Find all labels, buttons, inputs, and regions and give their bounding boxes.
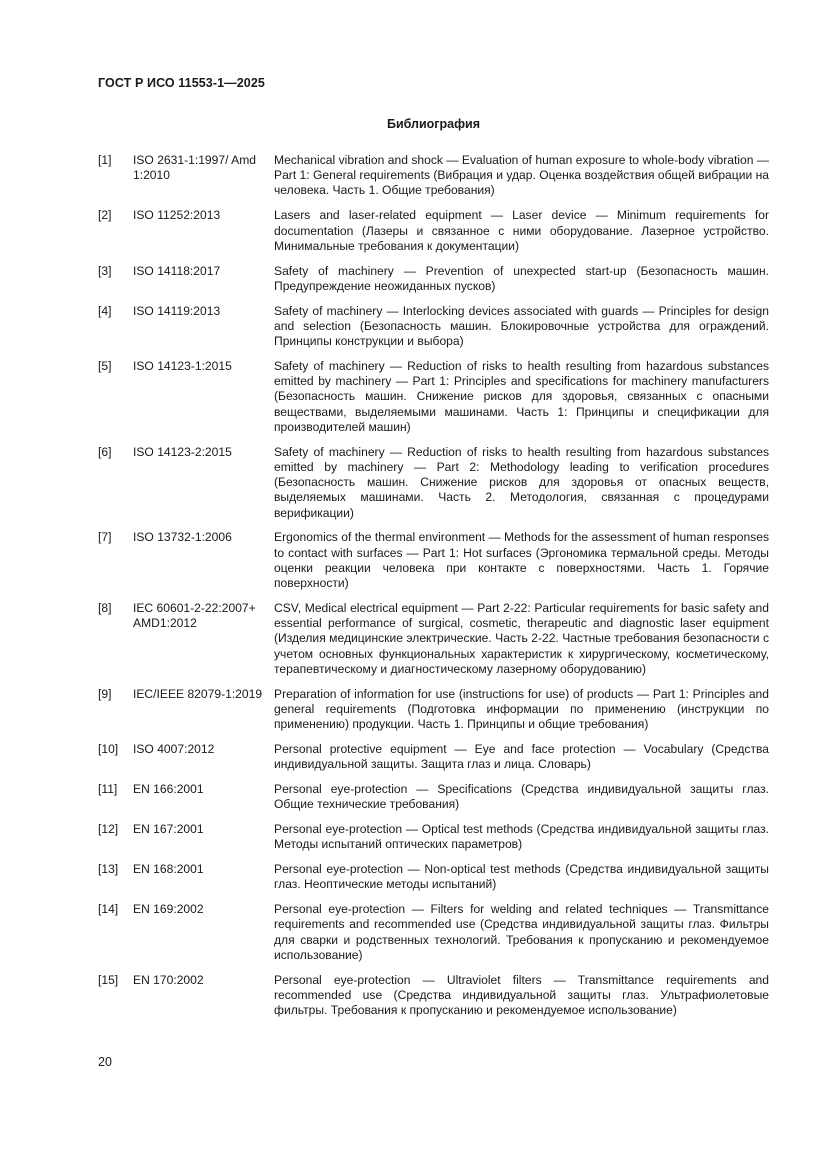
entry-description: Personal protective equipment — Eye and face protection — Vocabulary (Средства индивидуальной защиты. Защита глаз и лица. Словарь) [274, 741, 769, 772]
bibliography-entry [98, 359, 769, 435]
entry-description: Safety of machinery — Interlocking devices associated with guards — Principles for design and selection (Безопасность машин. Блокировочные устройства для ограждений. Принципы конструкции и выбора) [274, 303, 769, 349]
entry-number: [3] [98, 263, 112, 278]
bibliography-entry [98, 822, 769, 852]
entry-reference: EN 168:2001 [133, 862, 204, 877]
section-title: Библиография [386, 117, 481, 131]
bibliography-entry [98, 687, 769, 733]
entry-description: Safety of machinery — Prevention of unexpected start-up (Безопасность машин. Предупреждение неожиданных пусков) [274, 263, 769, 293]
entry-number: [1] [98, 153, 112, 167]
entry-description: Mechanical vibration and shock — Evaluation of human exposure to whole-body vibration — Part 1: General requirements (Вибрация и удар. Оценка воздействия общей вибрации на человека. Часть 1. Общие требования) [274, 153, 769, 198]
entry-description: Personal eye-protection — Filters for welding and related techniques — Transmittance requirements and recommended use (Средства индивидуальной защиты глаз. Фильтры для сварки и родственных технологий. Требования к пропусканию и рекомендуемое использование) [274, 902, 769, 962]
entry-reference: ISO 4007:2012 [133, 741, 215, 756]
entry-description: CSV, Medical electrical equipment — Part 2-22: Particular requirements for basic safety and essential performance of surgical, cosmetic, therapeutic and diagnostic laser equipment (Изделия медицинские электрические. Часть 2-22. Частные требования безопасности с учетом основных функциональных характеристик к хирургическому, косметическому, терапевтическому и диагностическому лазерному оборудованию) [274, 600, 769, 676]
entry-description: Preparation of information for use (instructions for use) of products — Part 1: Principles and general requirements (Подготовка информации по применению (инструкции по применению) продукции. Часть 1. Принципы и общие требования) [274, 686, 769, 731]
entry-reference: IEC/IEEE 82079-1:2019 [133, 686, 263, 701]
entry-reference: ISO 2631-1:1997/ Amd 1:2010 [133, 153, 257, 183]
entry-reference: EN 166:2001 [133, 781, 204, 796]
entry-number: [4] [98, 303, 112, 318]
bibliography-list [98, 153, 769, 1028]
bibliography-entry [98, 862, 769, 892]
entry-description: Personal eye-protection — Ultraviolet filters — Transmittance requirements and recommended use (Средства индивидуальной защиты глаз. Ультрафиолетовые фильтры. Требования к пропусканию и рекомендуемое использование) [274, 972, 769, 1018]
entry-number: [13] [98, 862, 119, 877]
bibliography-entry [98, 902, 769, 963]
entry-reference: ISO 14118:2017 [133, 263, 221, 278]
entry-reference: EN 167:2001 [133, 822, 204, 837]
entry-number: [2] [98, 208, 112, 223]
entry-number: [15] [98, 972, 119, 987]
entry-description: Personal eye-protection — Optical test methods (Средства индивидуальной защиты глаз. Методы испытаний оптических параметров) [274, 822, 769, 852]
entry-number: [11] [98, 781, 118, 796]
bibliography-entry [98, 973, 769, 1019]
entry-description: Safety of machinery — Reduction of risks to health resulting from hazardous substances emitted by machinery — Part 1: Principles and specifications for machinery manufacturers (Безопасность машин. Снижение рисков для здоровья, связанных с опасными веществами, выделяемыми машинами. Часть 1: Принципы и спецификации для производителей машин) [274, 358, 769, 434]
entry-number: [8] [98, 600, 112, 615]
entry-description: Safety of machinery — Reduction of risks to health resulting from hazardous substances emitted by machinery — Part 2: Methodology leading to verification procedures (Безопасность машин. Снижение рисков для здоровья от опасных веществ, выделяемых машинами. Часть 2. Методология, связанная с процедурами верификации) [274, 444, 769, 520]
entry-description: Ergonomics of the thermal environment — Methods for the assessment of human responses to contact with surfaces — Part 1: Hot surfaces (Эргономика термальной среды. Методы оценки реакции человека при контакте с поверхностями. Часть 1. Горячие поверхности) [274, 530, 769, 590]
bibliography-entry [98, 742, 769, 772]
document-header: ГОСТ Р ИСО 11553-1—2025 [98, 76, 265, 90]
bibliography-entry [98, 264, 769, 294]
entry-number: [12] [98, 822, 119, 837]
bibliography-entry [98, 601, 769, 677]
bibliography-entry [98, 304, 769, 350]
entry-description: Personal eye-protection — Specifications (Средства индивидуальной защиты глаз. Общие технические требования) [274, 781, 769, 812]
bibliography-entry [98, 445, 769, 521]
bibliography-entry [98, 530, 769, 591]
entry-number: [6] [98, 444, 112, 459]
page-number: 20 [98, 1055, 112, 1069]
bibliography-entry [98, 782, 769, 812]
entry-reference: ISO 13732-1:2006 [133, 530, 232, 545]
entry-reference: EN 170:2002 [133, 972, 204, 987]
entry-number: [5] [98, 358, 112, 373]
entry-reference: IEC 60601-2-22:2007+ AMD1:2012 [133, 600, 256, 631]
entry-description: Lasers and laser-related equipment — Laser device — Minimum requirements for documentation (Лазеры и связанное с ними оборудование. Лазерное устройство. Минимальные требования к документации) [274, 208, 769, 253]
entry-description: Personal eye-protection — Non-optical test methods (Средства индивидуальной защиты глаз. Неоптические методы испытаний) [274, 862, 769, 892]
entry-number: [9] [98, 686, 112, 701]
entry-reference: ISO 11252:2013 [133, 208, 221, 223]
entry-reference: ISO 14119:2013 [133, 303, 221, 318]
bibliography-entry [98, 208, 769, 254]
entry-number: [10] [98, 741, 119, 756]
entry-reference: EN 169:2002 [133, 902, 204, 917]
entry-reference: ISO 14123-2:2015 [133, 444, 232, 459]
entry-number: [7] [98, 530, 112, 545]
entry-number: [14] [98, 902, 119, 917]
entry-reference: ISO 14123-1:2015 [133, 358, 232, 373]
bibliography-entry [98, 153, 769, 199]
